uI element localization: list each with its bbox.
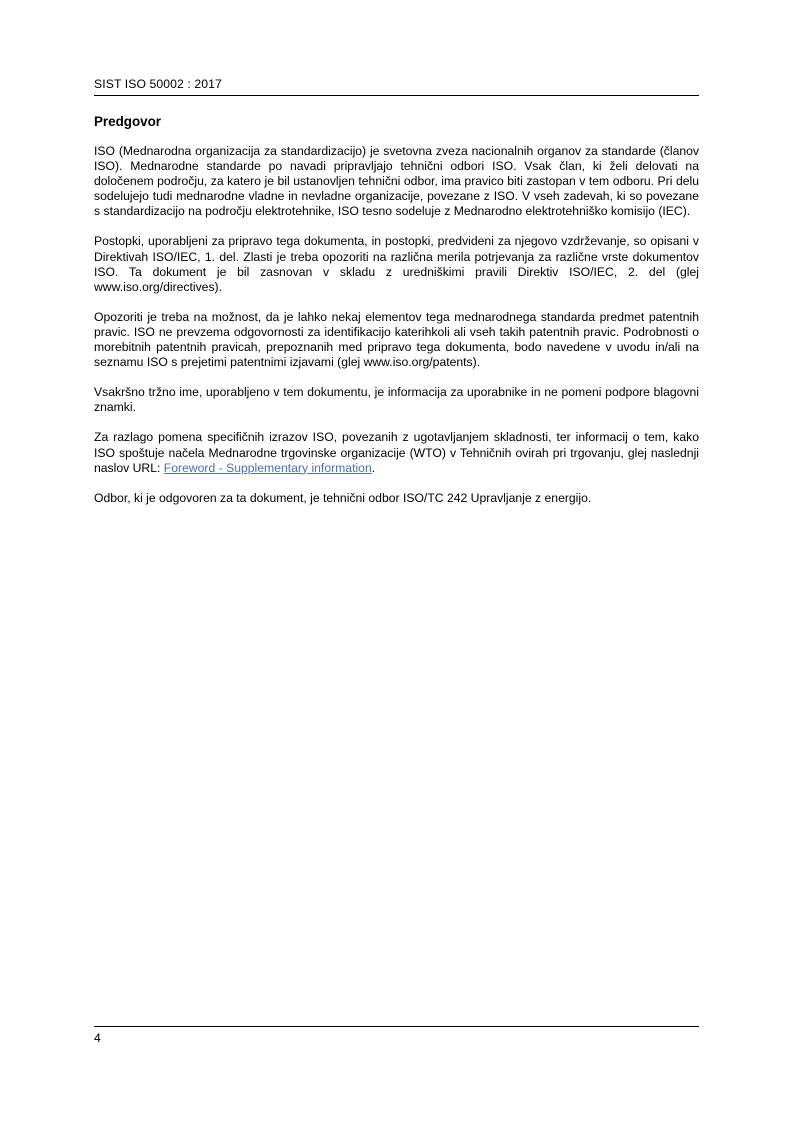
- section-title: Predgovor: [94, 114, 161, 129]
- paragraph-wto: [94, 430, 699, 475]
- paragraph-procedures: Postopki, uporabljeni za pripravo tega dokumenta, in postopki, predvideni za njegovo vzdrževanje, so opisani v Direktivah ISO/IEC, 1. del. Zlasti je treba opozoriti na različna merila potrjevanja za različne vrste dokumentov ISO. Ta dokument je bil zasnovan v skladu z uredniškimi pravili Direktiv ISO/IEC, 2. del (glej www.iso.org/directives).: [94, 234, 699, 294]
- paragraph-patents: Opozoriti je treba na možnost, da je lahko nekaj elementov tega mednarodnega standarda predmet patentnih pravic. ISO ne prevzema odgovornosti za identifikacijo katerihkoli ali vseh takih patentnih pravic. Podrobnosti o morebitnih patentnih pravicah, prepoznanih med pripravo tega dokumenta, bodo navedene v uvodu in/ali na seznamu ISO s prejetimi patentnimi izjavami (glej www.iso.org/patents).: [94, 309, 699, 370]
- page-header: [94, 77, 699, 96]
- foreword-supplementary-link[interactable]: Foreword - Supplementary information: [163, 460, 372, 475]
- wto-text-end: .: [371, 460, 376, 475]
- foreword-section: [94, 113, 699, 506]
- standard-id: SIST ISO 50002 : 2017: [94, 77, 222, 91]
- paragraph-trade-names: Vsakršno tržno ime, uporabljeno v tem dokumentu, je informacija za uporabnike in ne pomeni podpore blagovni znamki.: [94, 385, 699, 415]
- page-number: 4: [94, 1031, 101, 1045]
- wto-text: Za razlago pomena specifičnih izrazov ISO, povezanih z ugotavljanjem skladnosti, ter informacij o tem, kako ISO spoštuje načela Mednarodne trgovinske organizacije (WTO) v Tehničnih ovirah pri trgovanju, glej naslednji naslov URL:: [94, 430, 699, 475]
- paragraph-committee: Odbor, ki je odgovoren za ta dokument, je tehnični odbor ISO/TC 242 Upravljanje z energijo.: [94, 490, 592, 505]
- paragraph-iso-intro: ISO (Mednarodna organizacija za standardizacijo) je svetovna zveza nacionalnih organov za standarde (članov ISO). Mednarodne standarde po navadi pripravljajo tehnični odbori ISO. Vsak član, ki želi delovati na določenem področju, za katero je bil ustanovljen tehnični odbor, ima pravico biti zastopan v tem odboru. Pri delu sodelujejo tudi mednarodne vladne in nevladne organizacije, povezane z ISO. V vseh zadevah, ki so povezane s standardizacijo na področju elektrotehnike, ISO tesno sodeluje z Mednarodno elektrotehniško komisijo (IEC).: [94, 144, 699, 219]
- page-footer: [94, 1026, 699, 1046]
